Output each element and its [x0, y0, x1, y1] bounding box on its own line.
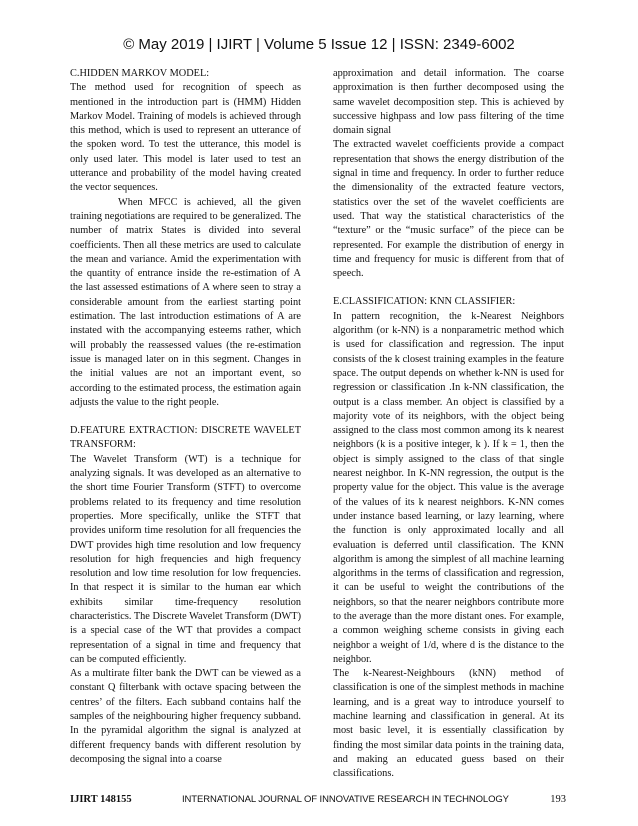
right-column [333, 67, 564, 782]
paragraph: In pattern recognition, the k-Nearest Neighbors algorithm (or k-NN) is a nonparametric method which is used for classification and regression. The input consists of the k closest training examples in the feature space. The output depends on whether k-NN is used for regression or classification .In k-NN classification, the output is a class member. An object is classified by a majority vote of its neighbors, with the object being assigned to the class most common among its k nearest neighbors (k is a positive integer, k ). If k = 1, then the object is simply assigned to the class of that single nearest neighbor. In K-NN regression, the output is the property value for the object. This value is the average of the values of its k nearest neighbors. K-NN comes under instance based learning, or lazy learning, where the function is only approximated locally and all evaluation is deferred until classification. The KNN algorithm is among the simplest of all machine learning algorithms in the terms of classification and regression, it can be useful to weight the contributions of the neighbors, so that the nearer neighbors contribute more to the average than the more distant ones. For example, a common weighing scheme consists in giving each neighbor a weight of 1/d, where d is the distance to the neighbor. [333, 310, 564, 665]
paragraph: When MFCC is achieved, all the given training negotiations are required to be generalized. The number of matrix States is divided into several coefficients. Then all these metrics are used to calculate the mean and variance. Amid the experimentation with the quantity of entrance inside the re-estimation of A the last assessed estimations of A where seen to stray a considerable amount from the earliest starting point estimation. The last introduction estimations of A are instated with the accompanying esteems rather, which will probably the reassessed values (the re-estimation issue is managed later on in this segment. Changes in the initial values are not an important event, so according to the estimated process, the estimation again adjusts the value to the right people. [70, 196, 301, 408]
paragraph: The k-Nearest-Neighbours (kNN) method of classification is one of the simplest methods in machine learning, and is a great way to introduce yourself to machine learning and classification in general. At its most basic level, it is essentially classification by finding the most similar data points in the training data, and making an educated guess based on their classifications. [333, 668, 564, 780]
paragraph: The extracted wavelet coefficients provide a compact representation that shows the energy distribution of the signal in time and frequency. In order to further reduce the dimensionality of the extracted feature vectors, statistics over the set of the wavelet coefficients are used. That way the statistical characteristics of the “texture” or the “music surface” of the piece can be represented. For example the distribution of energy in time and frequency for music is different from that of speech. [333, 139, 564, 280]
section-heading-dwt: D.FEATURE EXTRACTION: DISCRETE WAVELET TRANSFORM: [70, 425, 301, 451]
section-heading-hmm: C.HIDDEN MARKOV MODEL: [70, 68, 210, 79]
journal-name: INTERNATIONAL JOURNAL OF INNOVATIVE RESEARCH IN TECHNOLOGY [182, 794, 509, 805]
page-header: © May 2019 | IJIRT | Volume 5 Issue 12 | ISSN: 2349-6002 [123, 36, 515, 53]
section-heading-knn: E.CLASSIFICATION: KNN CLASSIFIER: [333, 296, 516, 308]
paragraph: The Wavelet Transform (WT) is a technique for analyzing signals. It was developed as an alternative to the short time Fourier Transform (STFT) to overcome problems related to its frequency and time resolution properties. More specifically, unlike the STFT that provides uniform time resolution for all frequencies the DWT provides high time resolution and low frequency resolution for high frequencies and high frequency resolution and low time resolution for low frequencies. In that respect it is similar to the human ear which exhibits similar time-frequency resolution characteristics. The Discrete Wavelet Transform (DWT) is a special case of the WT that provides a compact representation of a signal in time and frequency that can be computed efficiently. [70, 453, 301, 665]
page-number: 193 [550, 794, 566, 805]
page-footer [70, 794, 566, 810]
left-column [70, 67, 301, 767]
paragraph: As a multirate filter bank the DWT can be viewed as a constant Q filterbank with octave spacing between the centres’ of the filters. Each subband contains half the samples of the neighbouring higher frequency subband. In the pyramidal algorithm the signal is analyzed at different frequency bands with different resolution by decomposing the signal into a coarse [70, 668, 301, 765]
paper-id: IJIRT 148155 [70, 794, 132, 805]
paragraph: approximation and detail information. The coarse approximation is then further decomposed using the same wavelet decomposition step. This is achieved by successive highpass and low pass filtering of the time domain signal [333, 68, 564, 137]
paragraph: The method used for recognition of speech as mentioned in the introduction part is (HMM) Hidden Markov Model. Training of models is achieved through this method, which is used to represent an utterance of the spoken word. To test the utterance, this model is only used later. This model is later used to test an utterance and probability of the model having created the vector sequences. [70, 82, 301, 194]
